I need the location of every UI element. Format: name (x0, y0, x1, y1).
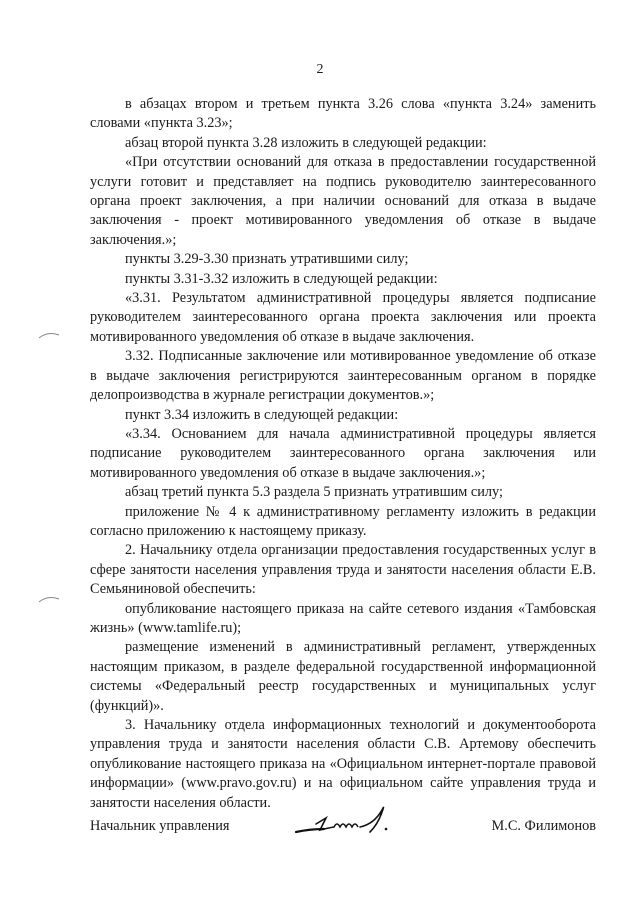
paragraph: «3.34. Основанием для начала административной процедуры является подписание руководителем заинтересованного органа заключения или мотивированного уведомления об отказе в выдаче заключения.»; (90, 425, 596, 481)
paragraph: пункты 3.31-3.32 изложить в следующей редакции: (125, 270, 438, 287)
paragraph: абзац второй пункта 3.28 изложить в следующей редакции: (125, 134, 487, 151)
margin-mark (38, 594, 60, 604)
paragraph: 2. Начальнику отдела организации предоставления государственных услуг в сфере занятости населения управления труда и занятости населения области Е.В. Семьяниновой обеспечить: (90, 542, 596, 598)
signatory-name: М.С. Филимонов (491, 818, 596, 834)
paragraph: «При отсутствии оснований для отказа в предоставлении государственной услуги готовит и представляет на подпись руководителю заинтересованного органа проект заключения, а при наличии оснований для отказа в выдаче заключения - проект мотивированного уведомления об отказе в выдаче заключения.»; (90, 154, 596, 248)
page-number: 2 (316, 62, 324, 77)
paragraph: размещение изменений в административный регламент, утвержденных настоящим приказом, в разделе федеральной государственной информационной системы «Федеральный реестр государственных и муниципальных услуг (функций)». (90, 639, 596, 714)
paragraph: 3. Начальнику отдела информационных технологий и документооборота управления труда и занятости населения области С.В. Артемову обеспечить опубликование настоящего приказа на «Официальном интернет-портале правовой информации» (www.pravo.gov.ru) и на официальном сайте управления труда и занятости населения области. (90, 717, 596, 811)
paragraph: «3.31. Результатом административной процедуры является подписание руководителем заинтересованного органа проекта заключения или проекта мотивированного уведомления об отказе в выдаче заключения. (90, 290, 596, 345)
paragraph: в абзацах втором и третьем пункта 3.26 слова «пункта 3.24» заменить словами «пункта 3.23»; (90, 96, 596, 132)
document-body (90, 95, 596, 813)
signature-block (90, 808, 596, 848)
paragraph: абзац третий пункта 5.3 раздела 5 признать утратившим силу; (125, 484, 503, 501)
paragraph: опубликование настоящего приказа на сайте сетевого издания «Тамбовская жизнь» (www.tamlife.ru); (90, 600, 596, 636)
margin-mark (38, 330, 60, 340)
paragraph: приложение № 4 к административному регламенту изложить в редакции согласно приложению к настоящему приказу. (90, 503, 596, 539)
paragraph: 3.32. Подписанные заключение или мотивированное уведомление об отказе в выдаче заключения регистрируются заинтересованным органом в порядке делопроизводства в журнале регистрации документов.»; (90, 348, 596, 404)
handwritten-signature (290, 802, 410, 842)
paragraph: пункт 3.34 изложить в следующей редакции: (125, 406, 399, 423)
signatory-position: Начальник управления (90, 818, 230, 834)
paragraph: пункты 3.29-3.30 признать утратившими силу; (125, 251, 409, 268)
